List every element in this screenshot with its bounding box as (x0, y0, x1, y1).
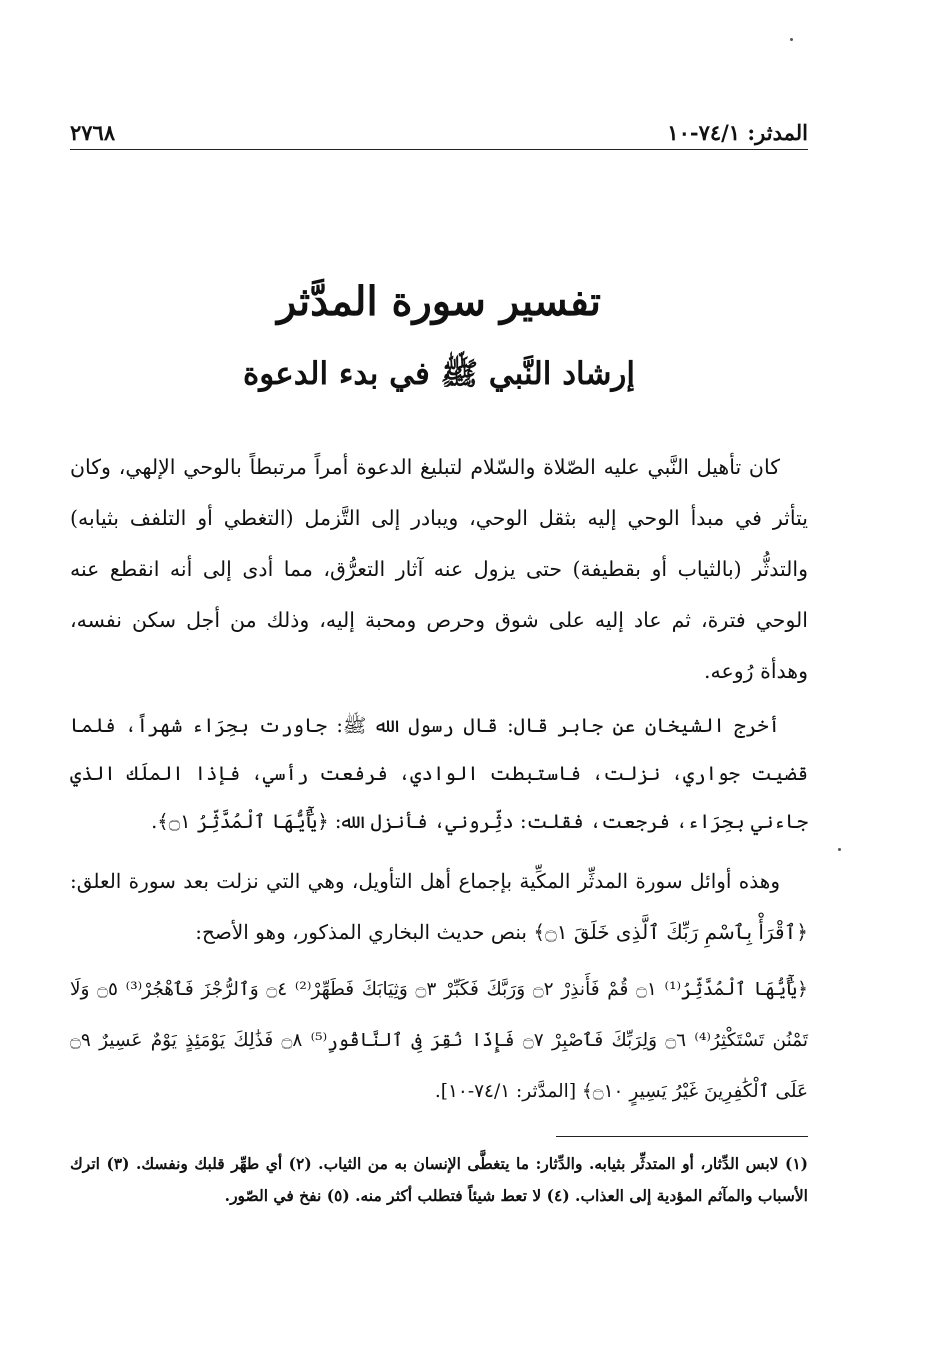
running-header (70, 112, 808, 150)
paragraph-intro: كان تأهيل النَّبي عليه الصّلاة والسّلام لتبليغ الدعوة أمراً مرتبطاً بالوحي الإلهي، وكان يتأثر في مبدأ الوحي إليه بثقل الوحي، ويبادر إلى التَّزمل (التغطي أو التلفف بثيابه) والتدثُّر (بالثياب أو بقطيفة) حتى يزول عنه آثار التعرُّق، مما أدى إلى أنه انقطع عنه الوحي فترة، ثم عاد إليه على شوق وحرص ومحبة إليه، وذلك من أجل سكن نفسه، وهدأة رُوعه. (70, 455, 808, 683)
page-number: ٢٧٦٨ (70, 120, 116, 145)
scan-speck (838, 848, 841, 851)
scan-speck (790, 38, 793, 41)
footnote-divider (556, 1136, 808, 1137)
title-block (70, 270, 808, 400)
main-text (70, 442, 808, 1117)
section-title: إرشاد النَّبي ﷺ في بدء الدعوة (242, 356, 636, 392)
running-title: المدثر: ٧٤/١-١٠ (667, 120, 808, 145)
footnotes: (١) لابس الدِّثار، أو المتدثِّر بثيابه. والدِّثار: ما يتغطَّى الإنسان به من الثياب. (٢) أي طهِّر قلبك ونفسك. (٣) اترك الأسباب والمآثم المؤدية إلى العذاب. (٤) لا تعط شيئاً فتطلب أكثر منه. (٥) نفخ في الصّور. (70, 1154, 808, 1205)
paragraph-hadith: أخرج الشيخان عن جابر قال: قال رسول الله ﷺ: جاورت بحِرَاء شهراً، فلما قضيت جواري، نزلت، فاستبطت الوادي، فرفعت رأسي، فإذا الملَك الذي جاءني بحِرَاء، فرجعت، فقلت: دثِّروني، فأنزل الله: ﴿يَٰٓأَيُّهَا ٱلْمُدَّثِّرُ ۝١﴾. (70, 714, 808, 833)
surah-title: تفسير سورة المدَّثر (276, 278, 602, 325)
paragraph-context: وهذه أوائل سورة المدثِّر المكِّية بإجماع أهل التأويل، وهي التي نزلت بعد سورة العلق: ﴿ٱقْرَأْ بِٱسْمِ رَبِّكَ ٱلَّذِى خَلَقَ ۝١﴾ بنص حديث البخاري المذكور، وهو الأصح: (70, 869, 808, 944)
quran-verses: ﴿يَٰٓأَيُّهَا ٱلْمُدَّثِّرُ⁽¹⁾ ۝١ قُمْ فَأَنذِرْ ۝٢ وَرَبَّكَ فَكَبِّرْ ۝٣ وَثِيَابَكَ فَطَهِّرْ⁽²⁾ ۝٤ وَٱلرُّجْزَ فَٱهْجُرْ⁽³⁾ ۝٥ وَلَا تَمْنُن تَسْتَكْثِرُ⁽⁴⁾ ۝٦ وَلِرَبِّكَ فَٱصْبِرْ ۝٧ فَإِذَا نُقِرَ فِى ٱلنَّاقُورِ⁽⁵⁾ ۝٨ فَذَٰلِكَ يَوْمَئِذٍ يَوْمٌ عَسِيرٌ ۝٩ عَلَى ٱلْكَٰفِرِينَ غَيْرُ يَسِيرٍ ۝١٠﴾ [المدَّثر: ٧٤/١-١٠]. (70, 979, 809, 1102)
